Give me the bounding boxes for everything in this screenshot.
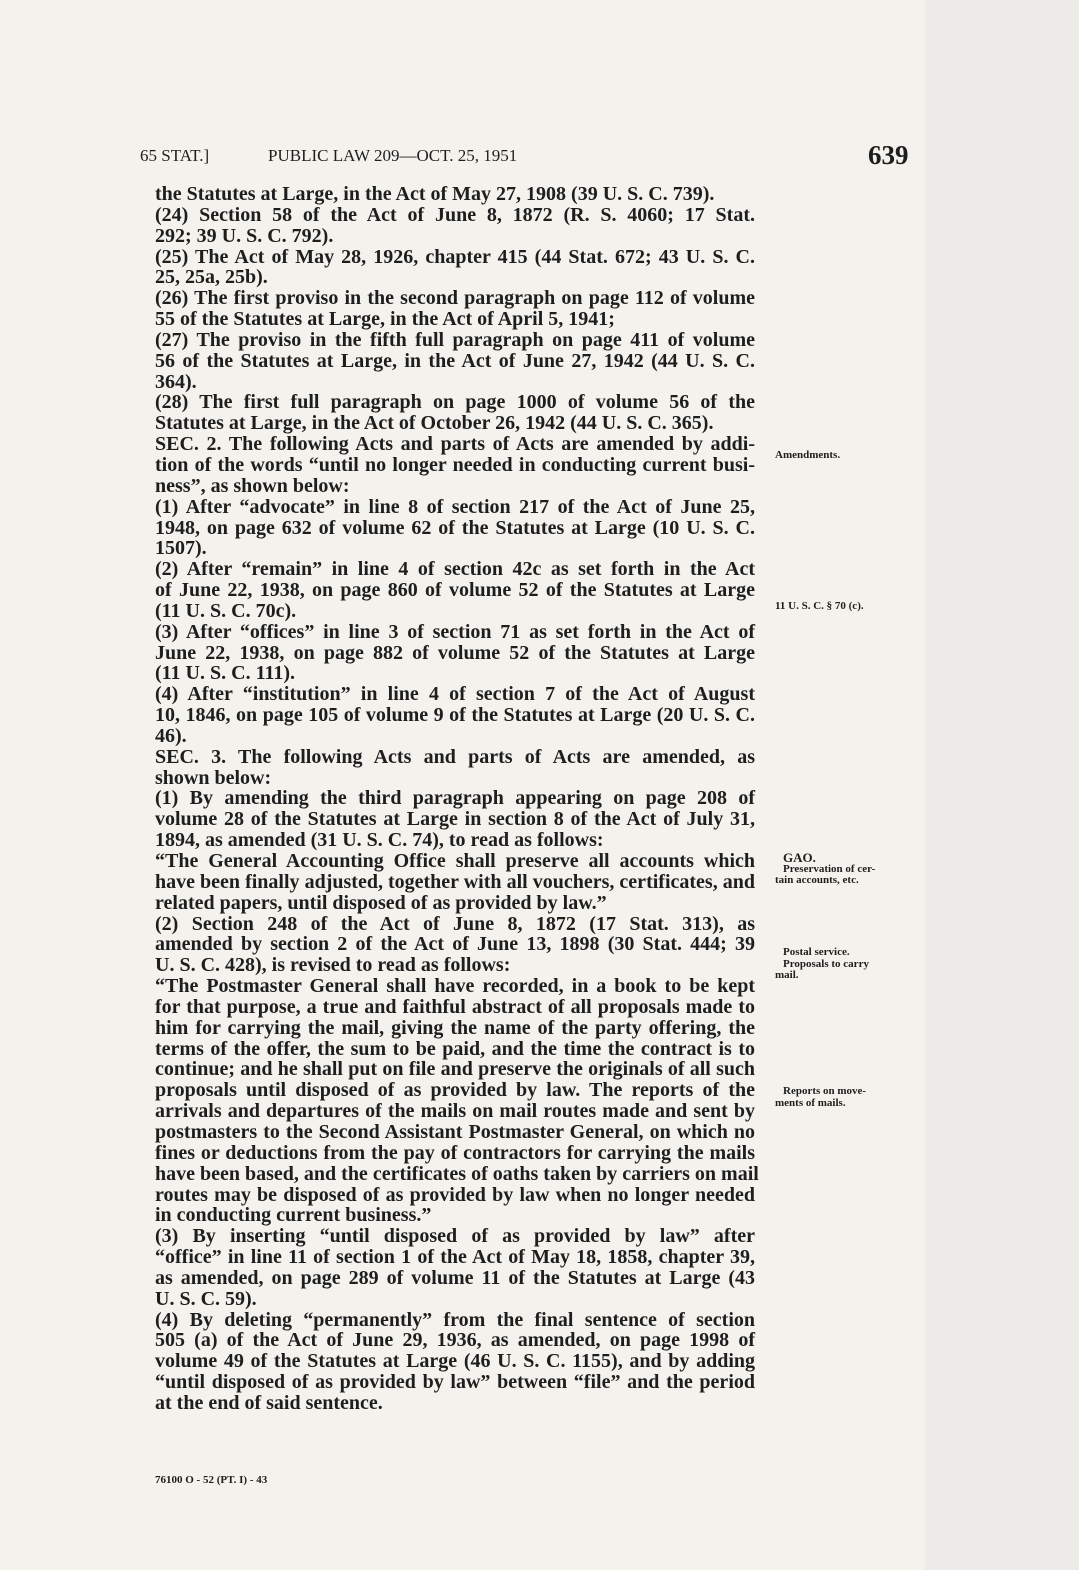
paragraph (155, 914, 755, 977)
text-line: June 22, 1938, on page 882 of volume 52 of the Statutes at Large (155, 641, 755, 664)
text-line: fines or deductions from the pay of contractors for carrying the mails (155, 1141, 755, 1164)
text-line: 46). (155, 724, 187, 747)
text-line: (3) By inserting “until disposed of as provided by law” after (155, 1225, 755, 1248)
text-line: him for carrying the mail, giving the name of the party offering, the (155, 1016, 755, 1039)
paragraph (155, 330, 755, 393)
text-line: (24) Section 58 of the Act of June 8, 1872 (R. S. 4060; 17 Stat. (155, 203, 755, 226)
text-line: (2) After “remain” in line 4 of section 42c as set forth in the Act (155, 558, 755, 581)
page-number: 639 (868, 140, 909, 170)
paragraph (155, 851, 755, 914)
text-line: SEC. 3. The following Acts and parts of Acts are amended, as (155, 745, 755, 768)
text-line: 10, 1846, on page 105 of volume 9 of the Statutes at Large (20 U. S. C. (155, 704, 755, 727)
text-line: 505 (a) of the Act of June 29, 1936, as amended, on page 1998 of (155, 1329, 755, 1352)
margin-note-reports (775, 1086, 905, 1109)
margin-note-postal (775, 947, 905, 982)
paragraph (155, 392, 755, 434)
margin-note-line: 11 U. S. C. § 70 (c). (775, 600, 864, 612)
text-line: U. S. C. 59). (155, 1287, 257, 1310)
text-line: in conducting current business.” (155, 1204, 432, 1227)
text-line: (25) The Act of May 28, 1926, chapter 415 (44 Stat. 672; 43 U. S. C. (155, 245, 755, 268)
text-line: SEC. 2. The following Acts and parts of Acts are amended by addi- (155, 433, 755, 456)
text-line: amended by section 2 of the Act of June 13, 1898 (30 Stat. 444; 39 (155, 933, 755, 956)
text-line: (28) The first full paragraph on page 1000 of volume 56 of the (155, 391, 755, 414)
text-line: 1894, as amended (31 U. S. C. 74), to read as follows: (155, 829, 604, 852)
text-line: 364). (155, 370, 197, 393)
text-line: arrivals and departures of the mails on mail routes made and sent by (155, 1100, 755, 1123)
running-head-volume: 65 STAT.] (140, 146, 210, 165)
margin-note-line: tain accounts, etc. (775, 874, 859, 886)
text-line: continue; and he shall put on file and preserve the originals of all such (155, 1058, 755, 1081)
paragraph (155, 247, 755, 289)
body-text (155, 183, 759, 1414)
paragraph (155, 622, 755, 685)
paragraph (155, 684, 755, 747)
text-line: have been finally adjusted, together with all vouchers, certificates, and (155, 870, 755, 893)
running-head-title: PUBLIC LAW 209—OCT. 25, 1951 (268, 146, 518, 165)
text-line: (26) The first proviso in the second paragraph on page 112 of volume (155, 287, 755, 310)
text-line: “The General Accounting Office shall preserve all accounts which (155, 850, 755, 872)
text-line: related papers, until disposed of as provided by law.” (155, 891, 607, 914)
text-line: the Statutes at Large, in the Act of May 27, 1908 (39 U. S. C. 739). (155, 183, 715, 205)
text-line: (11 U. S. C. 70c). (155, 599, 297, 622)
margin-note-amendments (775, 450, 905, 462)
text-line: “The Postmaster General shall have recorded, in a book to be kept (155, 975, 755, 998)
margin-note-gao (775, 852, 905, 887)
paragraph (155, 497, 755, 560)
text-line: (1) After “advocate” in line 8 of section 217 of the Act of June 25, (155, 495, 755, 518)
text-line: 1948, on page 632 of volume 62 of the Statutes at Large (10 U. S. C. (155, 516, 755, 539)
text-line: 1507). (155, 537, 207, 560)
paragraph (155, 184, 755, 205)
text-line: 25, 25a, 25b). (155, 266, 268, 289)
margin-note-usc (775, 601, 905, 613)
text-line: “office” in line 11 of section 1 of the Act of May 18, 1858, chapter 39, (155, 1246, 755, 1269)
text-line: volume 28 of the Statutes at Large in section 8 of the Act of July 31, (155, 808, 755, 831)
margin-note-line: mail. (775, 969, 799, 981)
scan-edge (925, 0, 1079, 1570)
margin-note-line: Reports on move- (783, 1085, 867, 1097)
text-line: (1) By amending the third paragraph appearing on page 208 of (155, 787, 755, 810)
text-line: as amended, on page 289 of volume 11 of the Statutes at Large (43 (155, 1266, 755, 1289)
text-line: terms of the offer, the sum to be paid, and the time the contract is to (155, 1037, 755, 1060)
text-line: (2) Section 248 of the Act of June 8, 1872 (17 Stat. 313), as (155, 912, 755, 935)
text-line: routes may be disposed of as provided by law when no longer needed (155, 1183, 755, 1206)
text-line: volume 49 of the Statutes at Large (46 U. S. C. 1155), and by adding (155, 1350, 755, 1373)
paragraph (155, 288, 755, 330)
text-line: shown below: (155, 766, 272, 789)
text-line: at the end of said sentence. (155, 1391, 383, 1414)
paragraph (155, 559, 755, 622)
paragraph (155, 434, 755, 497)
text-line: “until disposed of as provided by law” between “file” and the period (155, 1371, 755, 1394)
text-line: proposals until disposed of as provided by law. The reports of the (155, 1079, 755, 1102)
margin-note-line: Amendments. (775, 449, 841, 461)
margin-note-line: Proposals to carry (783, 957, 869, 970)
paragraph (155, 1226, 755, 1309)
margin-note-line: ments of mails. (775, 1096, 846, 1109)
paragraph (155, 975, 759, 1227)
text-line: (4) By deleting “permanently” from the final sentence of section (155, 1308, 755, 1331)
paragraph (155, 1310, 755, 1414)
paragraph (155, 205, 755, 247)
text-line: (4) After “institution” in line 4 of section 7 of the Act of August (155, 683, 755, 706)
text-line: (27) The proviso in the fifth full paragraph on page 411 of volume (155, 328, 755, 351)
text-line: (3) After “offices” in line 3 of section 71 as set forth in the Act of (155, 620, 755, 643)
text-line: postmasters to the Second Assistant Postmaster General, on which no (155, 1120, 755, 1143)
margin-note-line: Preservation of cer- (783, 862, 876, 875)
text-line: Statutes at Large, in the Act of October 26, 1942 (44 U. S. C. 365). (155, 412, 714, 435)
paragraph (155, 788, 755, 851)
text-line: 55 of the Statutes at Large, in the Act of April 5, 1941; (155, 308, 615, 331)
text-line: for that purpose, a true and faithful abstract of all proposals made to (155, 995, 755, 1018)
text-line: U. S. C. 428), is revised to read as follows: (155, 954, 511, 977)
text-line: 56 of the Statutes at Large, in the Act of June 27, 1942 (44 U. S. C. (155, 349, 755, 372)
footer-print-code: 76100 O - 52 (PT. I) - 43 (155, 1474, 268, 1486)
text-line: have been based, and the certificates of oaths taken by carriers on mail (155, 1162, 759, 1185)
paragraph (155, 747, 755, 789)
text-line: (11 U. S. C. 111). (155, 662, 296, 685)
text-line: ness”, as shown below: (155, 474, 350, 497)
text-line: 292; 39 U. S. C. 792). (155, 224, 334, 247)
margin-note-line: GAO. (783, 850, 816, 865)
text-line: of June 22, 1938, on page 860 of volume 52 of the Statutes at Large (155, 579, 755, 602)
text-line: tion of the words “until no longer needed in conducting current busi- (155, 453, 755, 476)
margin-note-line: Postal service. (783, 946, 850, 958)
